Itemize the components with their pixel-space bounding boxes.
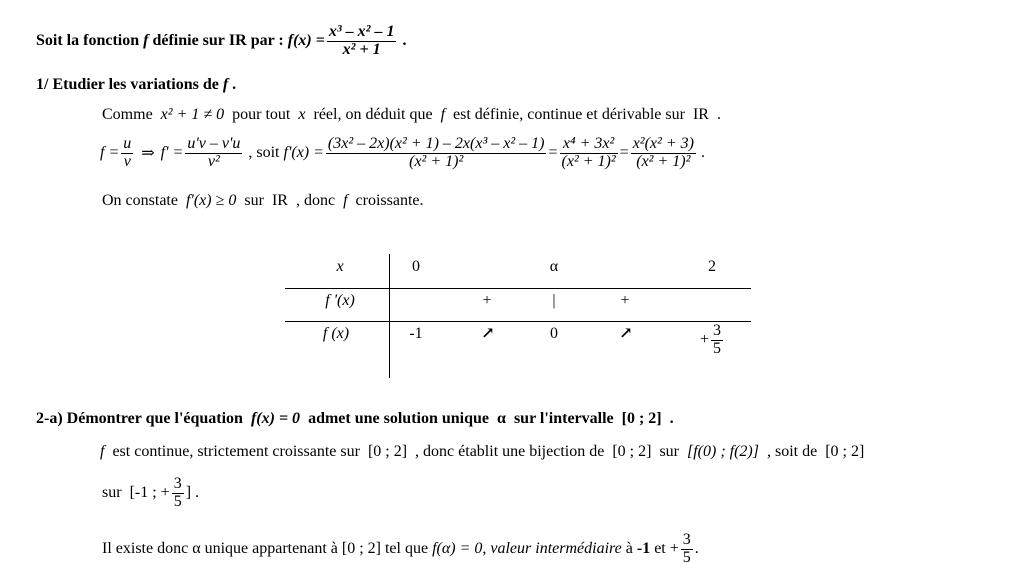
q2-l3-b: unique appartenant à xyxy=(204,540,338,558)
table-f-label: f (x) xyxy=(322,325,350,342)
n3-num: x²(x² + 3) xyxy=(632,135,694,152)
q1-line-3 xyxy=(102,192,424,210)
statement-prefix: Soit la fonction xyxy=(36,32,140,50)
eq-1: = xyxy=(548,144,558,162)
q2-l3-num: 3 xyxy=(682,531,691,548)
q2-l1-int3: [f(0) ; f(2)] xyxy=(687,443,759,460)
f-end-sign: + xyxy=(700,331,710,349)
statement-end: . xyxy=(402,32,407,50)
q1-l3-constate: On constate xyxy=(102,192,178,209)
q2-l2-den: 5 xyxy=(173,492,182,510)
table-f-minus-1: -1 xyxy=(409,325,423,342)
q1-l1-end: . xyxy=(716,106,721,123)
q1-l1-x: x xyxy=(298,106,306,123)
fraction-numerator: x³ – x² – 1 xyxy=(328,23,395,40)
table-header-0: 0 xyxy=(412,258,420,275)
q1-l3-ineq: f'(x) ≥ 0 xyxy=(185,192,237,209)
table-rule-1 xyxy=(285,288,751,289)
q2-title-end: . xyxy=(669,410,674,427)
increasing-arrow-icon: ↗ xyxy=(481,325,495,342)
q2-l1-c: sur xyxy=(659,443,679,460)
deriv-end: . xyxy=(700,144,705,162)
q2-l2-sur: sur xyxy=(102,484,122,502)
q2-l3-alpha: α xyxy=(192,540,201,558)
deriv-v: v xyxy=(123,152,131,170)
deriv-f: f = xyxy=(100,144,120,162)
q2-l3-et: et xyxy=(654,540,666,558)
deriv-u: u xyxy=(123,135,132,152)
increasing-arrow-icon: ↗ xyxy=(619,325,633,342)
problem-statement xyxy=(36,24,406,59)
question-2a-title xyxy=(36,410,674,428)
q2-l1-f: f xyxy=(100,443,105,460)
quotient-den: v² xyxy=(207,152,220,170)
table-f-three-fifths xyxy=(700,323,725,358)
deriv-soit: , soit xyxy=(248,144,280,162)
q2-line-3 xyxy=(102,532,699,567)
q1-l3-R: IR xyxy=(271,192,288,209)
fraction-denominator: x² + 1 xyxy=(342,40,381,58)
q2-l1-a: est continue, strictement croissante sur xyxy=(112,443,360,460)
n3-den: (x² + 1)² xyxy=(636,152,691,170)
table-vertical-rule xyxy=(389,254,390,378)
table-fprime-bar: | xyxy=(552,292,556,309)
q2-line-2 xyxy=(102,476,199,511)
q1-derivative-line xyxy=(100,136,705,171)
q1-l1-condition: x² + 1 ≠ 0 xyxy=(160,106,225,123)
function-fraction xyxy=(327,24,397,59)
f-end-fraction xyxy=(711,323,723,358)
function-symbol: f xyxy=(143,32,149,50)
q2-l1-int2: [0 ; 2] xyxy=(612,443,652,460)
table-header-x: x xyxy=(336,258,344,275)
q2-l3-val: valeur intermédiaire xyxy=(490,540,622,558)
q2-title-fx: f(x) = 0 xyxy=(250,410,301,427)
q1-l1-deduit: réel, on déduit que xyxy=(313,106,433,123)
q2-l2-b: ] . xyxy=(185,484,200,502)
quotient-num: u'v – v'u xyxy=(187,135,241,152)
q2-title-int: [0 ; 2] xyxy=(621,410,662,427)
q2-l3-a: Il existe donc xyxy=(102,540,189,558)
statement-par: par : xyxy=(250,32,284,50)
q2-l3-plus: + xyxy=(669,540,679,558)
deriv-fraction-2 xyxy=(560,136,618,171)
statement-mid: définie sur xyxy=(152,32,225,50)
q1-f: f xyxy=(222,76,229,93)
q2-l3-d: , xyxy=(482,540,487,558)
table-header-alpha: α xyxy=(549,258,559,275)
table-f-zero: 0 xyxy=(550,325,558,342)
function-lhs: f(x) = xyxy=(287,32,325,50)
q2-l1-int1: [0 ; 2] xyxy=(367,443,408,460)
q2-l3-e: à xyxy=(625,540,633,558)
q1-l1-definie: est définie, continue et dérivable sur xyxy=(453,106,685,123)
big-num: (3x² – 2x)(x² + 1) – 2x(x³ – x² – 1) xyxy=(327,135,545,152)
n2-num: x⁴ + 3x² xyxy=(560,136,618,154)
table-fprime-plus-1: + xyxy=(482,292,492,309)
q1-l1-R: IR xyxy=(692,106,709,123)
q1-l1-f: f xyxy=(440,106,446,123)
q2-title-b: admet une solution unique xyxy=(308,410,489,427)
q2-l2-fraction xyxy=(172,476,184,511)
q1-line-1 xyxy=(102,106,721,124)
table-header-2: 2 xyxy=(708,258,716,275)
q2-l3-end: . xyxy=(694,540,699,558)
q1-end: . xyxy=(232,76,237,93)
q1-l1-pourtout: pour tout xyxy=(232,106,291,123)
table-fprime-label: f '(x) xyxy=(325,292,355,309)
q2-title-c: sur l'intervalle xyxy=(513,410,614,427)
f-end-num: 3 xyxy=(713,322,722,339)
q2-title-a: 2-a) Démontrer que l'équation xyxy=(36,410,243,427)
q1-l1-comme: Comme xyxy=(102,106,153,123)
implies-arrow: ⇒ xyxy=(141,145,155,163)
deriv-quotient-rule xyxy=(185,136,242,171)
eq-2: = xyxy=(619,144,629,162)
q2-l1-b: , donc établit une bijection de xyxy=(415,443,605,460)
question-1-title xyxy=(36,76,236,94)
deriv-fpx: f'(x) = xyxy=(283,144,324,162)
deriv-u-over-v xyxy=(121,136,133,171)
table-fprime-plus-2: + xyxy=(620,292,630,309)
table-rule-2 xyxy=(285,321,751,322)
q2-l2-a: [-1 ; + xyxy=(129,484,170,502)
q1-l3-donc: , donc xyxy=(295,192,336,209)
q2-l3-int: [0 ; 2] xyxy=(341,540,381,558)
f-end-den: 5 xyxy=(713,339,722,357)
q2-title-alpha: α xyxy=(497,410,506,427)
big-den: (x² + 1)² xyxy=(409,152,464,170)
q1-l3-f: f xyxy=(343,192,348,209)
reals-symbol: IR xyxy=(228,32,247,50)
q2-l1-int4: [0 ; 2] xyxy=(825,443,865,460)
q2-l2-num: 3 xyxy=(173,475,182,492)
deriv-big-fraction xyxy=(326,136,547,171)
n2-den: (x² + 1)² xyxy=(561,152,616,170)
q2-line-1 xyxy=(100,443,864,461)
q1-l3-croissante: croissante. xyxy=(355,192,424,209)
q2-l3-eq: f(α) = 0 xyxy=(432,540,483,558)
q2-l3-c: tel que xyxy=(384,540,429,558)
deriv-fraction-3 xyxy=(631,136,696,171)
q1-l3-sur: sur xyxy=(244,192,264,209)
deriv-fprime: f' = xyxy=(160,144,184,162)
q2-l1-d: , soit de xyxy=(766,443,818,460)
q2-l3-den: 5 xyxy=(682,548,691,566)
q2-l3-fraction xyxy=(681,532,693,567)
q2-l3-m1: -1 xyxy=(636,540,651,558)
q1-title-text: 1/ Etudier les variations de xyxy=(36,76,219,93)
